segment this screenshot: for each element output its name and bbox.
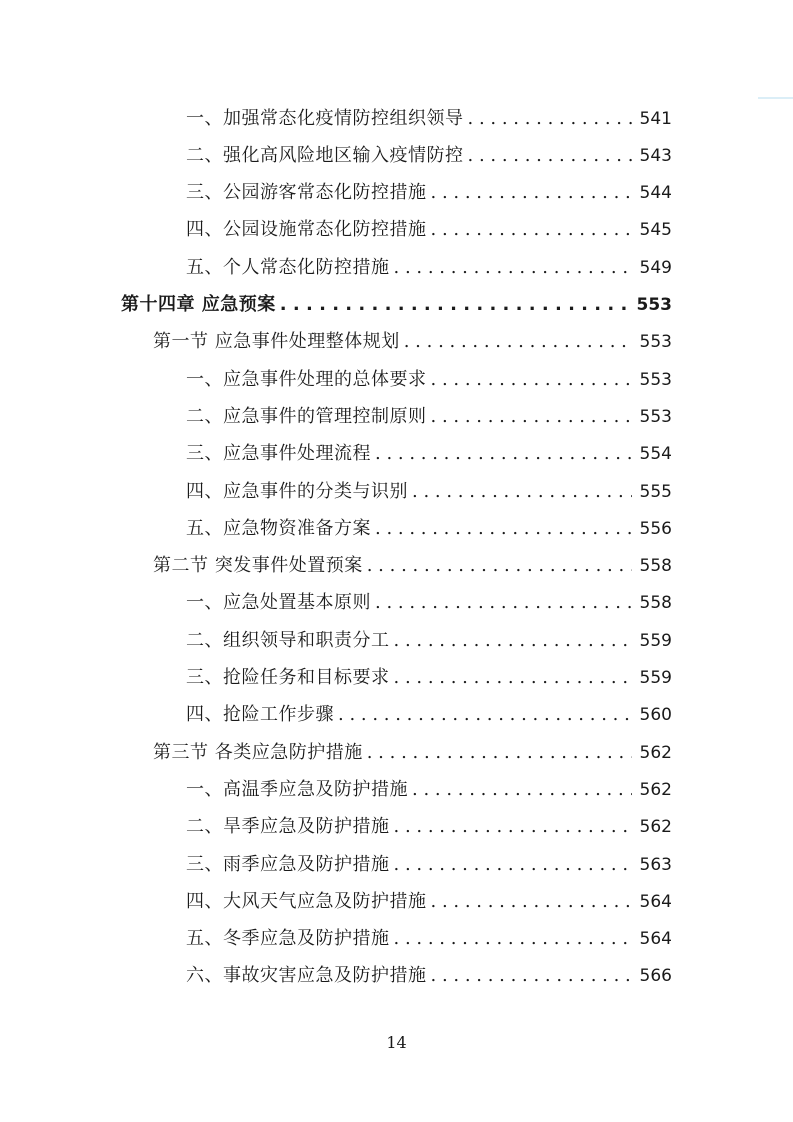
- dot-leader: [371, 592, 632, 614]
- toc-entry-chapter[interactable]: [121, 287, 672, 324]
- toc-entry-item[interactable]: [186, 771, 672, 808]
- toc-entry-title: 四、大风天气应急及防护措施: [186, 890, 427, 912]
- toc-entry-item[interactable]: [186, 510, 672, 547]
- dot-leader: [371, 443, 632, 465]
- corner-decoration: [758, 97, 793, 99]
- toc-entry-item[interactable]: [186, 137, 672, 174]
- toc-entry-title: 四、抢险工作步骤: [186, 704, 334, 726]
- toc-entry-title: 二、旱季应急及防护措施: [186, 816, 390, 838]
- toc-entry-item[interactable]: [186, 100, 672, 137]
- toc-entry-title: 第十四章 应急预案: [121, 294, 276, 315]
- toc-entry-page: 566: [639, 966, 672, 987]
- toc-entry-title: 一、高温季应急及防护措施: [186, 778, 408, 800]
- toc-entry-title: 六、事故灾害应急及防护措施: [186, 965, 427, 987]
- dot-leader: [427, 369, 632, 391]
- toc-entry-page: 544: [639, 183, 672, 204]
- toc-entry-item[interactable]: [186, 846, 672, 883]
- toc-entry-item[interactable]: [186, 175, 672, 212]
- dot-leader: [390, 816, 632, 838]
- dot-leader: [363, 742, 632, 764]
- toc-entry-title: 五、应急物资准备方案: [186, 517, 371, 539]
- toc-entry-title: 二、组织领导和职责分工: [186, 629, 390, 651]
- toc-entry-page: 545: [639, 220, 672, 241]
- toc-entry-page: 541: [639, 108, 672, 129]
- toc-entry-section[interactable]: [153, 324, 672, 361]
- toc-entry-page: 559: [639, 630, 672, 651]
- toc-entry-title: 四、应急事件的分类与识别: [186, 480, 408, 502]
- toc-entry-item[interactable]: [186, 697, 672, 734]
- dot-leader: [427, 219, 632, 241]
- toc-entry-item[interactable]: [186, 361, 672, 398]
- toc-entry-page: 558: [639, 556, 672, 577]
- toc-entry-section[interactable]: [153, 734, 672, 771]
- toc-entry-title: 三、应急事件处理流程: [186, 443, 371, 465]
- toc-entry-item[interactable]: [186, 883, 672, 920]
- toc-entry-item[interactable]: [186, 212, 672, 249]
- toc-entry-page: 562: [639, 779, 672, 800]
- toc-entry-item[interactable]: [186, 921, 672, 958]
- dot-leader: [390, 630, 632, 652]
- toc-entry-page: 564: [639, 929, 672, 950]
- dot-leader: [427, 965, 632, 987]
- toc-entry-title: 第二节 突发事件处置预案: [153, 555, 363, 577]
- dot-leader: [408, 481, 632, 503]
- toc-entry-title: 五、个人常态化防控措施: [186, 256, 390, 278]
- toc-entry-page: 553: [636, 295, 672, 315]
- toc-entry-title: 五、冬季应急及防护措施: [186, 928, 390, 950]
- toc-entry-page: 543: [639, 145, 672, 166]
- toc-entry-item[interactable]: [186, 585, 672, 622]
- toc-entry-item[interactable]: [186, 958, 672, 995]
- dot-leader: [408, 779, 632, 801]
- toc-entry-page: 563: [639, 854, 672, 875]
- toc-entry-page: 560: [639, 705, 672, 726]
- toc-entry-page: 562: [639, 817, 672, 838]
- toc-entry-page: 558: [639, 593, 672, 614]
- dot-leader: [427, 406, 632, 428]
- toc-entry-page: 555: [639, 481, 672, 502]
- dot-leader: [464, 145, 632, 167]
- toc-entry-item[interactable]: [186, 398, 672, 435]
- toc-entry-item[interactable]: [186, 622, 672, 659]
- dot-leader: [371, 518, 632, 540]
- dot-leader: [390, 854, 632, 876]
- dot-leader: [390, 667, 632, 689]
- toc-entry-item[interactable]: [186, 249, 672, 286]
- dot-leader: [400, 331, 632, 353]
- toc-entry-title: 一、加强常态化疫情防控组织领导: [186, 107, 464, 129]
- toc-entry-title: 三、抢险任务和目标要求: [186, 667, 390, 688]
- toc-entry-title: 第三节 各类应急防护措施: [153, 741, 363, 763]
- page-number: 14: [386, 1033, 407, 1052]
- toc-entry-page: 554: [639, 444, 672, 465]
- toc-entry-item[interactable]: [186, 436, 672, 473]
- toc-entry-page: 562: [639, 742, 672, 763]
- dot-leader: [390, 928, 632, 950]
- toc-entry-title: 一、应急处置基本原则: [186, 592, 371, 614]
- toc-entry-page: 553: [639, 369, 672, 390]
- toc-entry-title: 三、雨季应急及防护措施: [186, 853, 390, 875]
- toc-entry-page: 559: [639, 668, 672, 688]
- toc-entry-section[interactable]: [153, 548, 672, 585]
- toc-entry-page: 553: [639, 406, 672, 427]
- toc-entry-title: 二、强化高风险地区输入疫情防控: [186, 144, 464, 166]
- dot-leader: [334, 704, 632, 726]
- dot-leader: [276, 294, 629, 316]
- toc-entry-page: 564: [639, 891, 672, 912]
- toc-entry-title: 第一节 应急事件处理整体规划: [153, 331, 400, 353]
- toc-entry-item[interactable]: [186, 473, 672, 510]
- toc-entry-item[interactable]: [186, 660, 672, 697]
- toc-entry-title: 一、应急事件处理的总体要求: [186, 368, 427, 390]
- toc-entry-page: 553: [639, 332, 672, 353]
- dot-leader: [464, 108, 632, 130]
- toc-entry-title: 二、应急事件的管理控制原则: [186, 405, 427, 427]
- toc-entry-title: 三、公园游客常态化防控措施: [186, 182, 427, 204]
- toc-entry-page: 549: [639, 257, 672, 278]
- toc-entry-title: 四、公园设施常态化防控措施: [186, 219, 427, 241]
- dot-leader: [363, 555, 632, 577]
- toc-entry-item[interactable]: [186, 809, 672, 846]
- toc-entry-page: 556: [639, 518, 672, 539]
- dot-leader: [427, 891, 632, 913]
- dot-leader: [427, 182, 632, 204]
- dot-leader: [390, 257, 632, 279]
